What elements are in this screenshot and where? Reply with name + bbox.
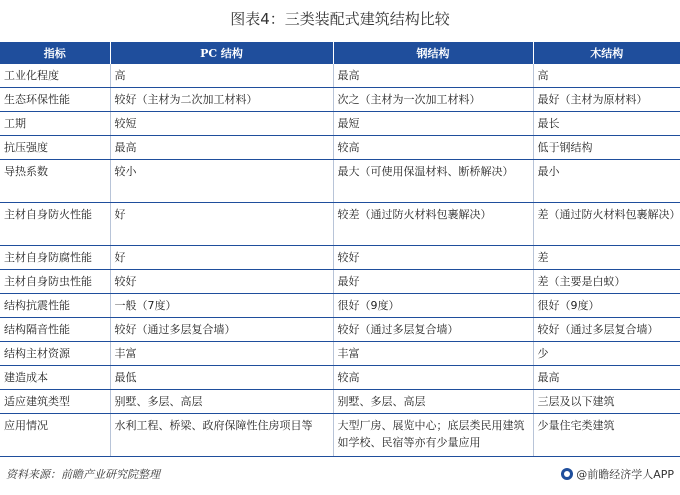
table-row: [0, 270, 680, 294]
cell-steel: 最短: [333, 112, 533, 136]
row-label: 结构主材资源: [0, 342, 110, 366]
cell-steel: 丰富: [333, 342, 533, 366]
row-label: 导热系数: [0, 160, 110, 203]
row-label: 抗压强度: [0, 136, 110, 160]
cell-wood: 少量住宅类建筑: [533, 414, 680, 457]
cell-wood: 较好（通过多层复合墙）: [533, 318, 680, 342]
cell-wood: 高: [533, 64, 680, 88]
cell-steel: 最高: [333, 64, 533, 88]
table-row: [0, 318, 680, 342]
cell-wood: 少: [533, 342, 680, 366]
cell-steel: 大型厂房、展览中心；底层类民用建筑如学校、民宿等亦有少量应用: [333, 414, 533, 457]
cell-wood: 低于钢结构: [533, 136, 680, 160]
comparison-table-wrapper: [0, 42, 680, 457]
table-row: [0, 390, 680, 414]
cell-wood: 差: [533, 246, 680, 270]
cell-pc: 水利工程、桥梁、政府保障性住房项目等: [110, 414, 333, 457]
row-label: 结构抗震性能: [0, 294, 110, 318]
cell-pc: 高: [110, 64, 333, 88]
cell-wood: 差（主要是白蚁）: [533, 270, 680, 294]
cell-wood: 差（通过防火材料包裹解决）: [533, 203, 680, 246]
cell-pc: 较好: [110, 270, 333, 294]
cell-pc: 丰富: [110, 342, 333, 366]
table-row: [0, 136, 680, 160]
cell-steel: 较好（通过多层复合墙）: [333, 318, 533, 342]
cell-steel: 较好: [333, 246, 533, 270]
table-row: [0, 294, 680, 318]
brand-credit: [561, 466, 674, 482]
table-row: [0, 246, 680, 270]
cell-pc: 最低: [110, 366, 333, 390]
row-label: 应用情况: [0, 414, 110, 457]
header-wood: 木结构: [533, 42, 680, 64]
cell-pc: 较小: [110, 160, 333, 203]
row-label: 主材自身防腐性能: [0, 246, 110, 270]
header-steel: 钢结构: [333, 42, 533, 64]
cell-pc: 好: [110, 246, 333, 270]
brand-text: @前瞻经济学人APP: [576, 468, 674, 481]
cell-pc: 别墅、多层、高层: [110, 390, 333, 414]
table-row: [0, 112, 680, 136]
cell-wood: 最小: [533, 160, 680, 203]
cell-wood: 三层及以下建筑: [533, 390, 680, 414]
cell-steel: 次之（主材为一次加工材料）: [333, 88, 533, 112]
row-label: 适应建筑类型: [0, 390, 110, 414]
row-label: 结构隔音性能: [0, 318, 110, 342]
comparison-table: [0, 42, 680, 457]
cell-pc: 较短: [110, 112, 333, 136]
cell-pc: 较好（主材为二次加工材料）: [110, 88, 333, 112]
qianzhan-logo-icon: [561, 468, 573, 480]
row-label: 主材自身防虫性能: [0, 270, 110, 294]
table-header-row: [0, 42, 680, 64]
header-pc: PC 结构: [110, 42, 333, 64]
row-label: 工期: [0, 112, 110, 136]
source-note: 资料来源：前瞻产业研究院整理: [6, 468, 160, 481]
table-row: [0, 414, 680, 457]
cell-pc: 好: [110, 203, 333, 246]
cell-wood: 最长: [533, 112, 680, 136]
row-label: 建造成本: [0, 366, 110, 390]
cell-steel: 较高: [333, 366, 533, 390]
table-row: [0, 342, 680, 366]
table-row: [0, 203, 680, 246]
cell-steel: 很好（9度）: [333, 294, 533, 318]
table-row: [0, 160, 680, 203]
cell-pc: 较好（通过多层复合墙）: [110, 318, 333, 342]
table-row: [0, 64, 680, 88]
table-row: [0, 366, 680, 390]
cell-steel: 最好: [333, 270, 533, 294]
cell-steel: 较高: [333, 136, 533, 160]
chart-title: 图表4：三类装配式建筑结构比较: [230, 10, 450, 28]
table-row: [0, 88, 680, 112]
cell-steel: 最大（可使用保温材料、断桥解决）: [333, 160, 533, 203]
cell-wood: 很好（9度）: [533, 294, 680, 318]
header-indicator: 指标: [0, 42, 110, 64]
row-label: 生态环保性能: [0, 88, 110, 112]
cell-steel: 较差（通过防火材料包裹解决）: [333, 203, 533, 246]
row-label: 主材自身防火性能: [0, 203, 110, 246]
cell-pc: 最高: [110, 136, 333, 160]
cell-steel: 别墅、多层、高层: [333, 390, 533, 414]
cell-wood: 最好（主材为原材料）: [533, 88, 680, 112]
cell-wood: 最高: [533, 366, 680, 390]
cell-pc: 一般（7度）: [110, 294, 333, 318]
row-label: 工业化程度: [0, 64, 110, 88]
